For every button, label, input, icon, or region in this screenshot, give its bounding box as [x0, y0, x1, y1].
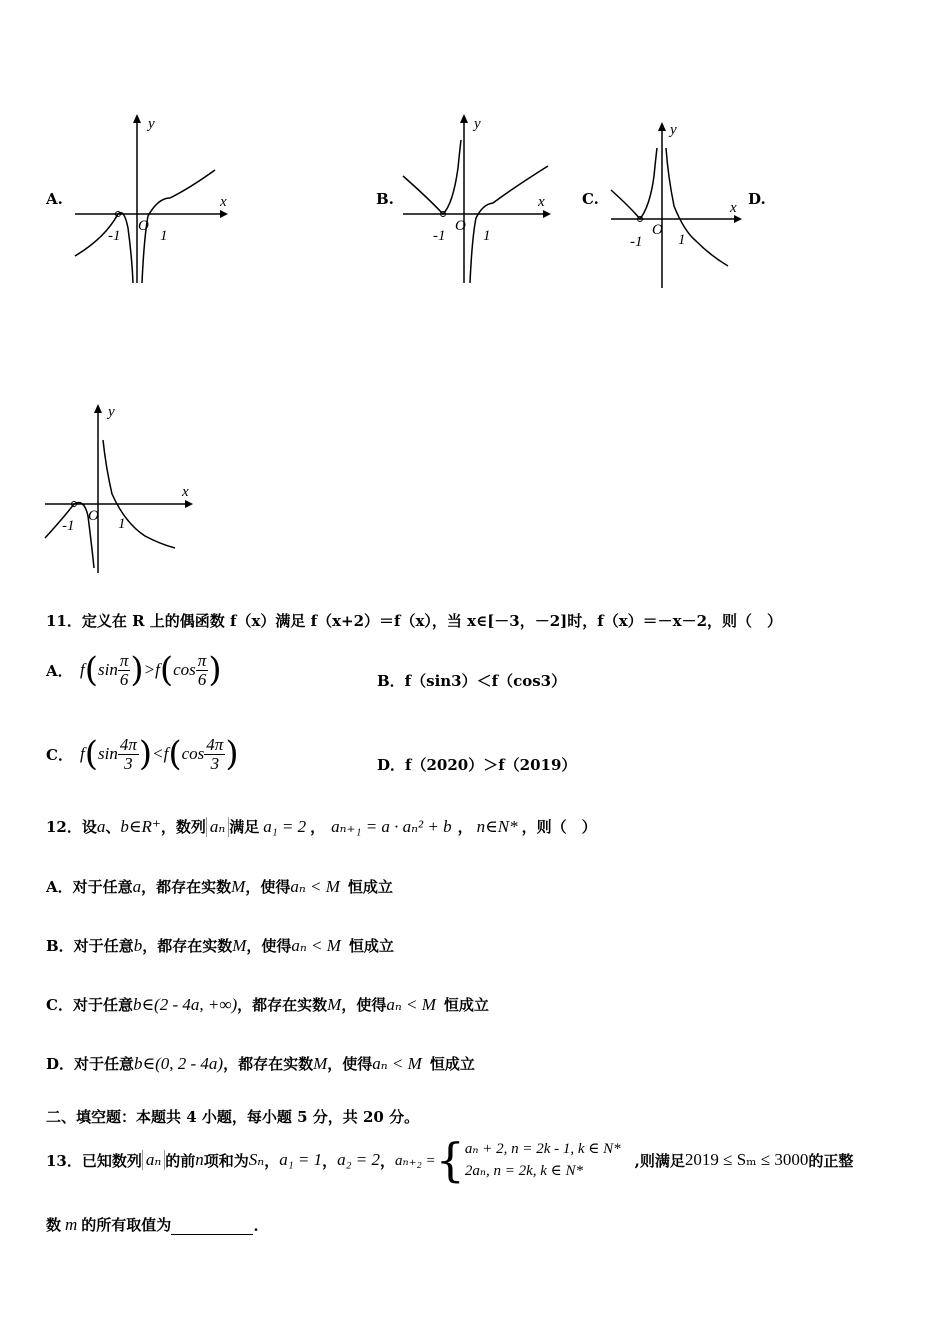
- graph-b-y-label: y: [474, 116, 481, 132]
- q11-option-a: A． f ( sin $\frac{\pi}{6}$ ) > f ( cos $\frac{\pi}{6}$ ): [46, 650, 222, 690]
- graph-b-tick-neg: -1: [433, 228, 446, 244]
- graph-a-origin: O: [138, 218, 149, 234]
- section-heading: 二、填空题：本题共 4 小题，每小题 5 分，共 20 分。: [46, 1108, 420, 1126]
- graph-c-y-label: y: [670, 122, 677, 138]
- graph-b-origin: O: [455, 218, 466, 234]
- graph-c-x-label: x: [730, 200, 737, 216]
- graph-a-tick-neg: -1: [108, 228, 121, 244]
- q12-option-b: B．对于任意 b ，都存在实数 M ，使得 aₙ < M 恒成立: [46, 935, 394, 955]
- graph-a-label: A.: [46, 190, 63, 208]
- q11-option-c-label: C．: [46, 745, 73, 764]
- graph-a-y-label: y: [148, 116, 155, 132]
- graph-a-tick-pos: 1: [160, 228, 168, 244]
- graph-b-tick-pos: 1: [483, 228, 491, 244]
- graph-c-tick-neg: -1: [630, 234, 643, 250]
- graph-b-x-label: x: [538, 194, 545, 210]
- q13-stem: 13．已知数列 aₙ 的前 n 项和为 Sₙ ， a₁ = 1 ， a₂ = 2 ， aₙ₊₂ = { aₙ + 2, n = 2k - 1, k ∈ N* 2aₙ, n = 2k, k ∈ N* ,则满足 2019 ≤ Sₘ ≤ 3000 的正整: [46, 1133, 854, 1187]
- q12-stem: 12．设 a 、 b∈R⁺ ，数列 aₙ 满足 a₁ = 2 ， aₙ₊₁ = a · aₙ² + b ， n∈N* ，则（ ）: [46, 816, 597, 836]
- graph-c-origin: O: [652, 222, 663, 238]
- graph-b: [398, 108, 558, 288]
- q12-option-c: C．对于任意 b∈(2 - 4a, +∞) ，都存在实数 M ，使得 aₙ < M 恒成立: [46, 994, 489, 1014]
- q12-option-a: A．对于任意 a ，都存在实数 M ，使得 aₙ < M 恒成立: [46, 876, 393, 896]
- q11-option-d: D．f（2020）＞f（2019）: [377, 756, 577, 774]
- q11-option-c: C． f ( sin $\frac{4\pi}{3}$ ) < f ( cos $\frac{4\pi}{3}$ ): [46, 734, 239, 774]
- graph-d-y-label: y: [108, 404, 115, 420]
- q12-option-d: D．对于任意 b∈(0, 2 - 4a) ，都存在实数 M ，使得 aₙ < M 恒成立: [46, 1053, 475, 1073]
- graph-c: [606, 116, 746, 291]
- graph-d-tick-pos: 1: [118, 516, 126, 532]
- graph-c-label: C.: [582, 190, 599, 208]
- graph-d-tick-neg: -1: [62, 518, 75, 534]
- q11-option-b: B．f（sin3）＜f（cos3）: [377, 672, 567, 690]
- q13-line2: 数 m 的所有取值为 .: [46, 1215, 259, 1235]
- graph-d-label: D.: [748, 190, 766, 208]
- graph-a-x-label: x: [220, 194, 227, 210]
- answer-blank[interactable]: [171, 1220, 253, 1235]
- graph-d-x-label: x: [182, 484, 189, 500]
- graph-d: [40, 398, 200, 578]
- graph-d-origin: O: [88, 508, 99, 524]
- q11-stem: 11．定义在 R 上的偶函数 f（x）满足 f（x+2）＝f（x），当 x∈[－3，－2]时，f（x）＝－x－2，则（ ）: [46, 612, 783, 630]
- graph-a: [70, 108, 235, 288]
- graph-b-label: B.: [376, 190, 394, 208]
- graph-c-tick-pos: 1: [678, 232, 686, 248]
- q11-option-a-label: A．: [46, 661, 73, 680]
